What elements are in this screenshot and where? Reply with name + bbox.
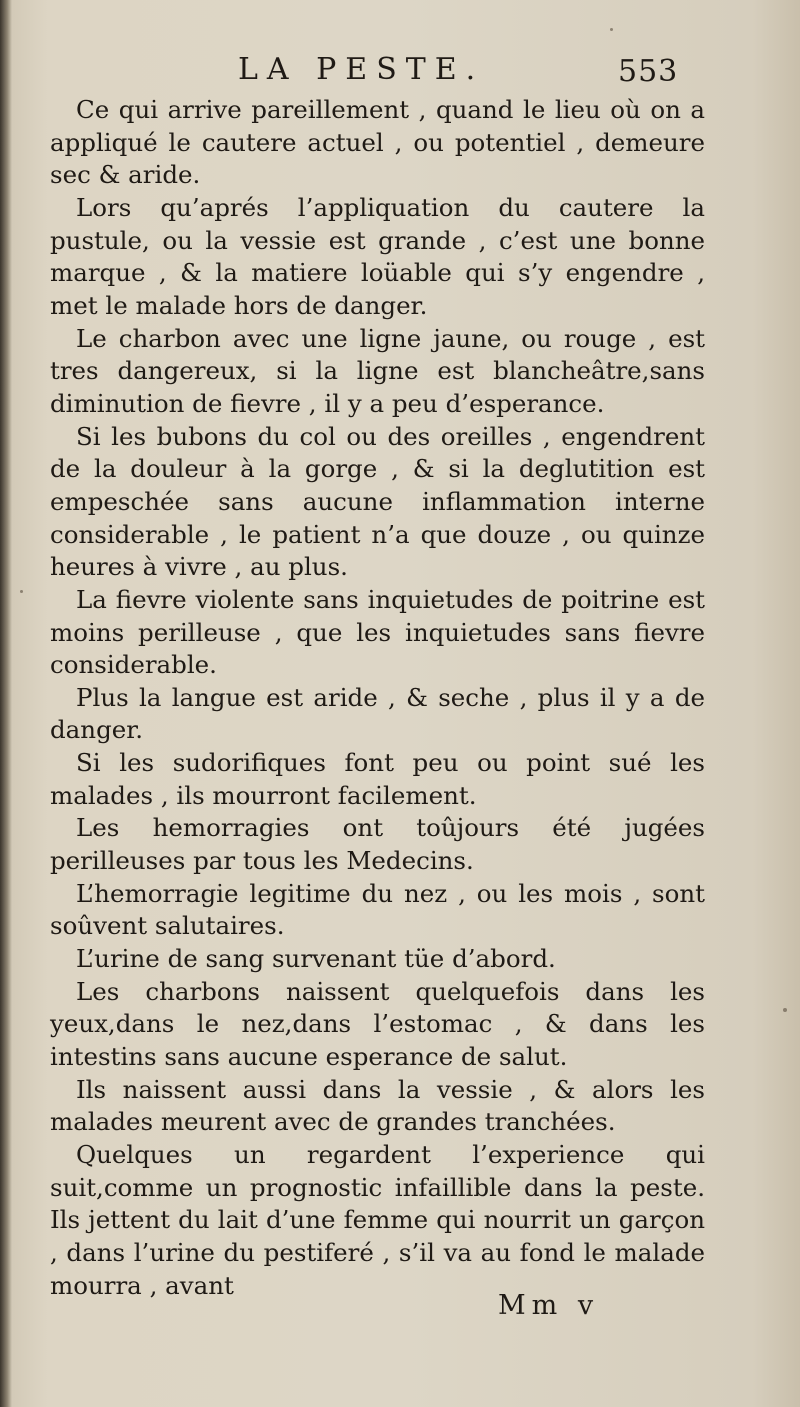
running-title: LA PESTE. [238, 52, 485, 87]
paragraph: Les hemorragies ont toûjours été jugées perilleuses par tous les Medecins. [50, 813, 705, 876]
paragraph: Si les bubons du col ou des oreilles , engendrent de la douleur à la gorge , & si la deglutition est empeschée sans aucune inflammation interne considerable , le patient n’a que douze , ou quinze heures à vivre , au plus. [50, 421, 705, 582]
paragraph: L’hemorragie legitime du nez , ou les mois , sont soûvent salutaires. [50, 878, 705, 941]
page-number: 553 [618, 54, 679, 89]
paragraph: La fievre violente sans inquietudes de poitrine est moins perilleuse , que les inquietudes sans fievre considerable. [50, 584, 705, 680]
paragraph: Plus la langue est aride , & seche , plus il y a de danger. [50, 682, 705, 745]
paragraph: Ils naissent aussi dans la vessie , & alors les malades meurent avec de grandes tranchées. [50, 1074, 705, 1137]
page-header [0, 52, 800, 92]
body-text [50, 94, 705, 1302]
paragraph: L’urine de sang survenant tüe d’abord. [76, 944, 556, 974]
paragraph: Les charbons naissent quelquefois dans les yeux,dans le nez,dans l’estomac , & dans les intestins sans aucune esperance de salut. [50, 976, 705, 1072]
paper-speck [20, 590, 23, 593]
paper-speck [783, 1008, 787, 1012]
paragraph: Ce qui arrive pareillement , quand le lieu où on a appliqué le cautere actuel , ou potentiel , demeure sec & aride. [50, 95, 705, 190]
paragraph: Le charbon avec une ligne jaune, ou rouge , est tres dangereux, si la ligne est blancheâtre,sans diminution de fievre , il y a peu d’esperance. [50, 323, 705, 418]
paper-speck [610, 28, 613, 31]
binding-gutter [0, 0, 12, 1407]
paragraph: Lors qu’aprés l’appliquation du cautere la pustule, ou la vessie est grande , c’est une bonne marque , & la matiere loüable qui s’y engendre , met le malade hors de danger. [50, 192, 705, 320]
signature-mark: Mm v [498, 1290, 600, 1321]
paragraph: Quelques un regardent l’experience qui suit,comme un prognostic infaillible dans la peste. Ils jettent du lait d’une femme qui nourrit un garçon , dans l’urine du pestiferé , s’il va au fond le malade mourra , avant [50, 1140, 705, 1300]
paragraph: Si les sudorifiques font peu ou point sué les malades , ils mourront facilement. [50, 748, 705, 810]
